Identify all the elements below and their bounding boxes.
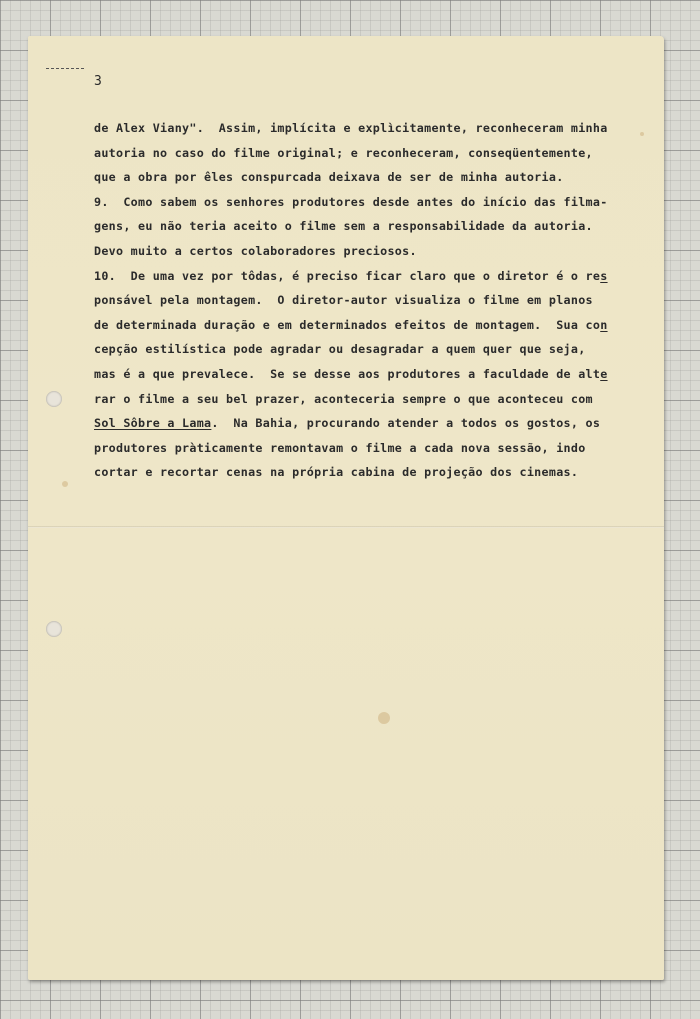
paper-stain [640,132,644,136]
text-line: ponsável pela montagem. O diretor-autor visualiza o filme em planos [94,293,593,308]
page-number: 3 [94,74,102,89]
text-line: Devo muito a certos colaboradores preciosos. [94,243,417,258]
typed-text [94,116,639,485]
pencil-mark [46,68,84,72]
paper-stain [62,481,68,487]
text-line: de Alex Viany". Assim, implícita e explìcitamente, reconheceram minha [94,121,608,135]
text-line: autoria no caso do filme original; e reconheceram, conseqüentemente, [94,145,593,160]
punch-hole [46,391,62,407]
text-line: de determinada duração e em determinados efeitos de montagem. Sua con [94,317,608,332]
text-line: rar o filme a seu bel prazer, aconteceria sempre o que aconteceu com [94,391,593,406]
text-line: produtores pràticamente remontavam o filme a cada nova sessão, indo [94,440,586,455]
document-page [28,36,664,980]
paper-stain [378,712,390,724]
text-line: gens, eu não teria aceito o filme sem a responsabilidade da autoria. [94,219,593,234]
text-line: 10. De uma vez por tôdas, é preciso ficar claro que o diretor é o res [94,268,608,283]
text-line: cepção estilística pode agradar ou desagradar a quem quer que seja, [94,342,586,357]
text-line: cortar e recortar cenas na própria cabina de projeção dos cinemas. [94,465,579,480]
text-line: Sol Sôbre a Lama. Na Bahia, procurando atender a todos os gostos, os [94,416,601,431]
text-line: que a obra por êles conspurcada deixava de ser de minha autoria. [94,170,564,185]
paper-fold [28,526,664,528]
text-line: 9. Como sabem os senhores produtores desde antes do início das filma- [94,194,608,209]
text-line: mas é a que prevalece. Se se desse aos produtores a faculdade de alte [94,366,608,381]
punch-hole [46,621,62,637]
